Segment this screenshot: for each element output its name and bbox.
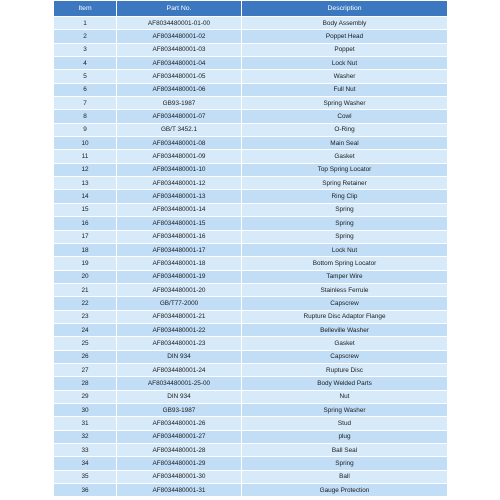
cell-part-no: AF8034480001-23 xyxy=(117,337,242,350)
cell-item: 19 xyxy=(54,257,117,270)
table-row xyxy=(54,83,448,96)
table-row xyxy=(54,323,448,336)
table-row xyxy=(54,30,448,43)
cell-description: Stud xyxy=(242,417,448,430)
cell-item: 34 xyxy=(54,457,117,470)
table-row xyxy=(54,350,448,363)
table-row xyxy=(54,297,448,310)
cell-item: 12 xyxy=(54,163,117,176)
cell-description: Gasket xyxy=(242,337,448,350)
cell-part-no: AF8034480001-15 xyxy=(117,217,242,230)
cell-part-no: AF8034480001-06 xyxy=(117,83,242,96)
cell-part-no: AF8034480001-16 xyxy=(117,230,242,243)
cell-part-no: AF8034480001-19 xyxy=(117,270,242,283)
cell-description: Body Welded Parts xyxy=(242,377,448,390)
table-row xyxy=(54,243,448,256)
column-header-part-no: Part No. xyxy=(117,1,242,17)
cell-description: Ball Seal xyxy=(242,444,448,457)
cell-part-no: AF8034480001-17 xyxy=(117,243,242,256)
table-row xyxy=(54,417,448,430)
table-row xyxy=(54,110,448,123)
cell-part-no: AF8034480001-07 xyxy=(117,110,242,123)
cell-item: 26 xyxy=(54,350,117,363)
cell-description: Full Nut xyxy=(242,83,448,96)
cell-part-no: AF8034480001-09 xyxy=(117,150,242,163)
cell-part-no: AF8034480001-20 xyxy=(117,283,242,296)
cell-description: Rupture Disc Adaptor Flange xyxy=(242,310,448,323)
cell-description: Stainless Ferrule xyxy=(242,283,448,296)
cell-item: 17 xyxy=(54,230,117,243)
table-row xyxy=(54,390,448,403)
cell-description: O-Ring xyxy=(242,123,448,136)
table-row xyxy=(54,70,448,83)
table-row xyxy=(54,484,448,497)
table-row xyxy=(54,57,448,70)
column-header-description: Description xyxy=(242,1,448,17)
table-row xyxy=(54,283,448,296)
table-row xyxy=(54,257,448,270)
cell-part-no: AF8034480001-02 xyxy=(117,30,242,43)
cell-item: 6 xyxy=(54,83,117,96)
cell-part-no: AF8034480001-24 xyxy=(117,363,242,376)
cell-item: 25 xyxy=(54,337,117,350)
cell-item: 9 xyxy=(54,123,117,136)
cell-item: 27 xyxy=(54,363,117,376)
cell-part-no: GB93-1987 xyxy=(117,403,242,416)
cell-part-no: AF8034480001-03 xyxy=(117,43,242,56)
table-row xyxy=(54,150,448,163)
table-row xyxy=(54,177,448,190)
cell-item: 28 xyxy=(54,377,117,390)
table-row xyxy=(54,470,448,483)
table-row xyxy=(54,444,448,457)
table-row xyxy=(54,190,448,203)
cell-description: Washer xyxy=(242,70,448,83)
cell-part-no: AF8034480001-25-00 xyxy=(117,377,242,390)
cell-part-no: AF8034480001-22 xyxy=(117,323,242,336)
cell-item: 16 xyxy=(54,217,117,230)
cell-item: 35 xyxy=(54,470,117,483)
cell-description: Rupture Disc xyxy=(242,363,448,376)
cell-description: Nut xyxy=(242,390,448,403)
cell-part-no: GB/T77-2000 xyxy=(117,297,242,310)
cell-part-no: AF8034480001-31 xyxy=(117,484,242,497)
cell-description: Spring xyxy=(242,457,448,470)
table-row xyxy=(54,377,448,390)
cell-description: plug xyxy=(242,430,448,443)
cell-part-no: GB93-1987 xyxy=(117,97,242,110)
parts-table xyxy=(53,0,448,497)
cell-description: Cowl xyxy=(242,110,448,123)
cell-item: 30 xyxy=(54,403,117,416)
cell-part-no: AF8034480001-27 xyxy=(117,430,242,443)
cell-description: Top Spring Locator xyxy=(242,163,448,176)
table-row xyxy=(54,203,448,216)
cell-item: 8 xyxy=(54,110,117,123)
table-row xyxy=(54,430,448,443)
cell-item: 22 xyxy=(54,297,117,310)
cell-part-no: AF8034480001-18 xyxy=(117,257,242,270)
cell-item: 29 xyxy=(54,390,117,403)
table-row xyxy=(54,270,448,283)
cell-part-no: AF8034480001-10 xyxy=(117,163,242,176)
table-row xyxy=(54,163,448,176)
cell-part-no: AF8034480001-26 xyxy=(117,417,242,430)
cell-item: 13 xyxy=(54,177,117,190)
cell-part-no: AF8034480001-01-00 xyxy=(117,17,242,30)
table-row xyxy=(54,97,448,110)
cell-item: 14 xyxy=(54,190,117,203)
cell-part-no: AF8034480001-13 xyxy=(117,190,242,203)
table-body xyxy=(54,17,448,497)
cell-item: 36 xyxy=(54,484,117,497)
cell-item: 23 xyxy=(54,310,117,323)
cell-part-no: AF8034480001-12 xyxy=(117,177,242,190)
table-row xyxy=(54,17,448,30)
cell-part-no: AF8034480001-28 xyxy=(117,444,242,457)
cell-description: Spring Retainer xyxy=(242,177,448,190)
cell-part-no: GB/T 3452.1 xyxy=(117,123,242,136)
cell-description: Bottom Spring Locator xyxy=(242,257,448,270)
table-row xyxy=(54,217,448,230)
cell-item: 2 xyxy=(54,30,117,43)
cell-part-no: AF8034480001-21 xyxy=(117,310,242,323)
cell-description: Belleville Washer xyxy=(242,323,448,336)
cell-part-no: DIN 934 xyxy=(117,390,242,403)
cell-description: Capscrew xyxy=(242,297,448,310)
cell-description: Spring xyxy=(242,217,448,230)
cell-item: 33 xyxy=(54,444,117,457)
cell-item: 1 xyxy=(54,17,117,30)
cell-item: 10 xyxy=(54,137,117,150)
cell-part-no: AF8034480001-08 xyxy=(117,137,242,150)
cell-item: 20 xyxy=(54,270,117,283)
table-row xyxy=(54,363,448,376)
cell-item: 24 xyxy=(54,323,117,336)
cell-description: Spring Washer xyxy=(242,403,448,416)
cell-description: Tamper Wire xyxy=(242,270,448,283)
cell-item: 5 xyxy=(54,70,117,83)
cell-item: 32 xyxy=(54,430,117,443)
cell-description: Gasket xyxy=(242,150,448,163)
cell-description: Spring Washer xyxy=(242,97,448,110)
table-row xyxy=(54,230,448,243)
cell-description: Ring Clip xyxy=(242,190,448,203)
cell-description: Main Seal xyxy=(242,137,448,150)
column-header-item: Item xyxy=(54,1,117,17)
cell-description: Body Assembly xyxy=(242,17,448,30)
cell-item: 21 xyxy=(54,283,117,296)
cell-description: Poppet Head xyxy=(242,30,448,43)
cell-description: Gauge Protection xyxy=(242,484,448,497)
cell-description: Lock Nut xyxy=(242,57,448,70)
table-row xyxy=(54,457,448,470)
table-row xyxy=(54,123,448,136)
cell-item: 4 xyxy=(54,57,117,70)
parts-list xyxy=(53,0,447,497)
cell-part-no: AF8034480001-05 xyxy=(117,70,242,83)
cell-item: 7 xyxy=(54,97,117,110)
cell-part-no: AF8034480001-30 xyxy=(117,470,242,483)
cell-description: Spring xyxy=(242,203,448,216)
cell-item: 31 xyxy=(54,417,117,430)
table-row xyxy=(54,310,448,323)
table-row xyxy=(54,137,448,150)
table-header-row xyxy=(54,1,448,17)
cell-item: 11 xyxy=(54,150,117,163)
cell-description: Ball xyxy=(242,470,448,483)
cell-description: Capscrew xyxy=(242,350,448,363)
cell-item: 15 xyxy=(54,203,117,216)
cell-item: 3 xyxy=(54,43,117,56)
cell-description: Poppet xyxy=(242,43,448,56)
table-row xyxy=(54,403,448,416)
table-row xyxy=(54,43,448,56)
cell-description: Lock Nut xyxy=(242,243,448,256)
cell-part-no: AF8034480001-29 xyxy=(117,457,242,470)
cell-item: 18 xyxy=(54,243,117,256)
cell-part-no: DIN 934 xyxy=(117,350,242,363)
table-row xyxy=(54,337,448,350)
cell-description: Spring xyxy=(242,230,448,243)
cell-part-no: AF8034480001-04 xyxy=(117,57,242,70)
cell-part-no: AF8034480001-14 xyxy=(117,203,242,216)
